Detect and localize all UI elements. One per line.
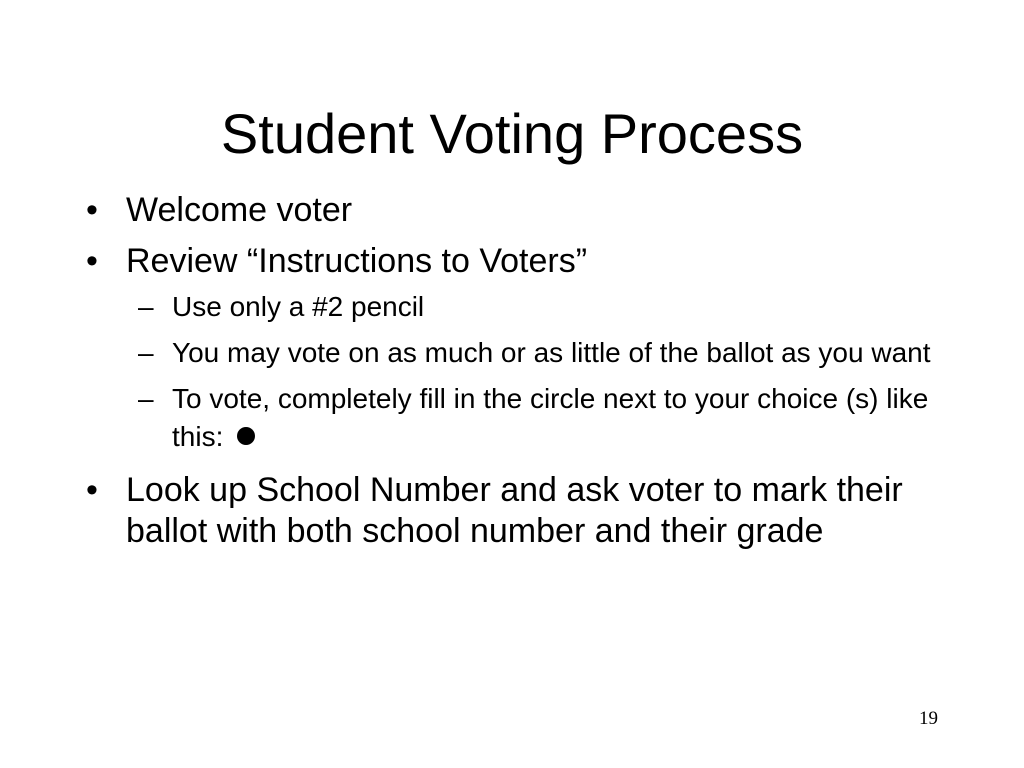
bullet-item [84, 241, 954, 282]
bullet-text: Review “Instructions to Voters” [126, 242, 588, 280]
sub-bullet-item [138, 380, 954, 456]
page-number: 19 [919, 708, 938, 729]
sub-bullet-marker: – [138, 291, 154, 322]
bullet-text: Look up School Number and ask voter to mark their ballot with both school number and their grade [126, 471, 903, 550]
sub-bullet-marker: – [138, 337, 154, 368]
sub-bullet-text: You may vote on as much or as little of the ballot as you want [172, 337, 931, 368]
bullet-item [84, 470, 954, 552]
bullet-text: Welcome voter [126, 191, 353, 229]
slide-body [84, 190, 954, 562]
bullet-marker: • [86, 242, 98, 280]
bullet-marker: • [86, 471, 98, 509]
sub-bullet-text: To vote, completely fill in the circle next to your choice (s) like this: [172, 383, 929, 452]
filled-circle-icon [237, 427, 255, 445]
sub-bullet-item [138, 334, 954, 372]
bullet-item [84, 190, 954, 231]
sub-bullet-marker: – [138, 383, 154, 414]
sub-bullet-text: Use only a #2 pencil [172, 291, 425, 322]
sub-bullet-item [138, 288, 954, 326]
bullet-marker: • [86, 191, 98, 229]
slide-title: Student Voting Process [220, 102, 804, 165]
